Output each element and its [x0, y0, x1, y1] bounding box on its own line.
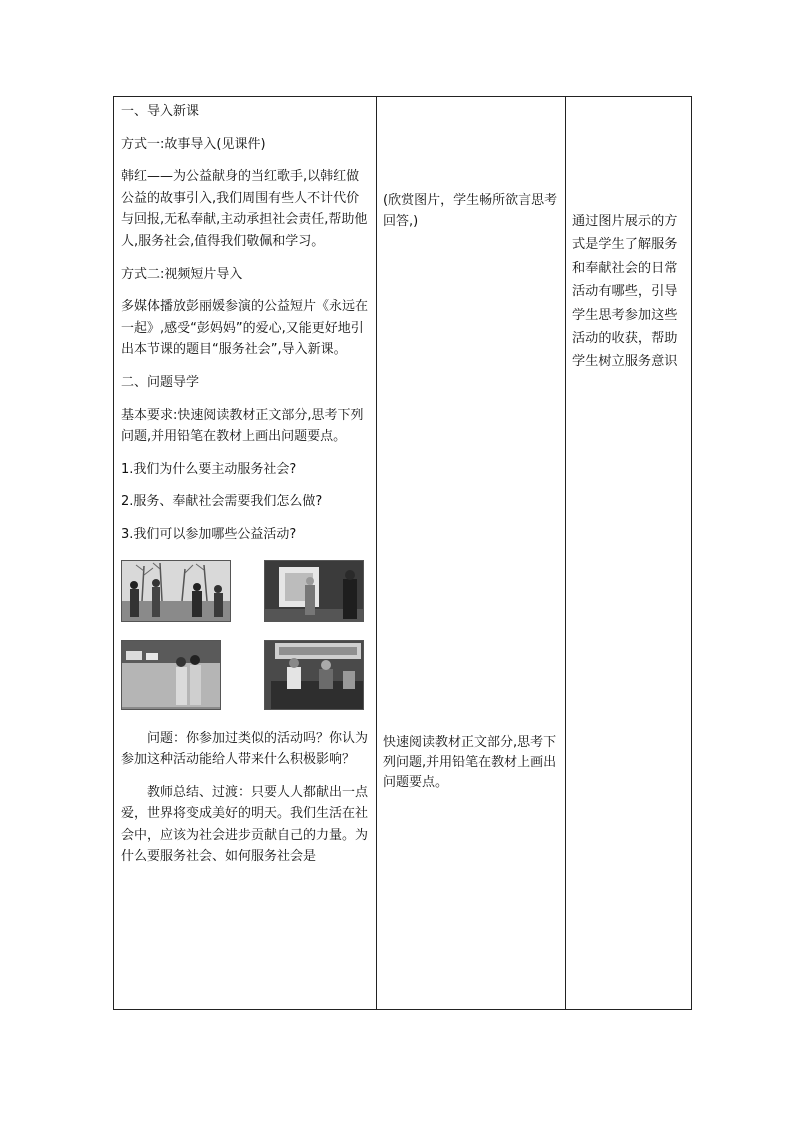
question-3: 3.我们可以参加哪些公益活动? — [121, 526, 297, 542]
student-activity-note-2: 快速阅读教材正文部分,思考下列问题,并用铅笔在教材上画出问题要点。 — [383, 735, 557, 790]
guide-heading: 二、问题导学 — [121, 374, 200, 390]
column-divider-2 — [565, 97, 566, 1009]
basic-requirement: 基本要求:快速阅读教材正文部分,思考下列问题,并用铅笔在教材上画出问题要点。 — [121, 407, 364, 445]
photo-question: 问题：你参加过类似的活动吗？你认为参加这种活动能给人带来什么积极影响？ — [121, 730, 369, 768]
question-1: 1.我们为什么要主动服务社会? — [121, 461, 297, 477]
intro-heading: 一、导入新课 — [121, 104, 200, 119]
teacher-summary: 教师总结、过渡：只要人人都献出一点爱，世界将变成美好的明天。我们生活在社会中，应该为社会进步贡献自己的力量。为什么要服务社会、如何服务社会是 — [121, 784, 369, 865]
volunteer-photos — [121, 560, 371, 710]
indoor-service-photo — [264, 560, 364, 622]
traffic-volunteer-photo — [121, 640, 221, 710]
community-activity-photo — [264, 640, 364, 710]
design-intent-cell: 通过图片展示的方式是学生了解服务和奉献社会的日常活动有哪些，引导学生思考参加这些活动的收获，帮助学生树立服务意识 — [572, 214, 678, 370]
teaching-process-cell — [121, 101, 371, 879]
lesson-plan-table — [113, 96, 692, 1010]
method-1: 方式一:故事导入(见课件) — [121, 136, 266, 152]
column-divider-1 — [376, 97, 377, 1009]
tree-planting-photo — [121, 560, 231, 622]
video-paragraph: 多媒体播放彭丽媛参演的公益短片《永远在一起》,感受“彭妈妈”的爱心,又能更好地引出本节课的题目“服务社会”,导入新课。 — [121, 299, 369, 358]
question-2: 2.服务、奉献社会需要我们怎么做? — [121, 494, 323, 510]
method-2: 方式二:视频短片导入 — [121, 266, 243, 282]
story-paragraph: 韩红——为公益献身的当红歌手,以韩红做公益的故事引入,我们周围有些人不计代价与回报,无私奉献,主动承担社会责任,帮助他人,服务社会,值得我们敬佩和学习。 — [121, 169, 368, 249]
student-activity-note-1: (欣赏图片，学生畅所欲言思考回答,) — [383, 193, 558, 229]
